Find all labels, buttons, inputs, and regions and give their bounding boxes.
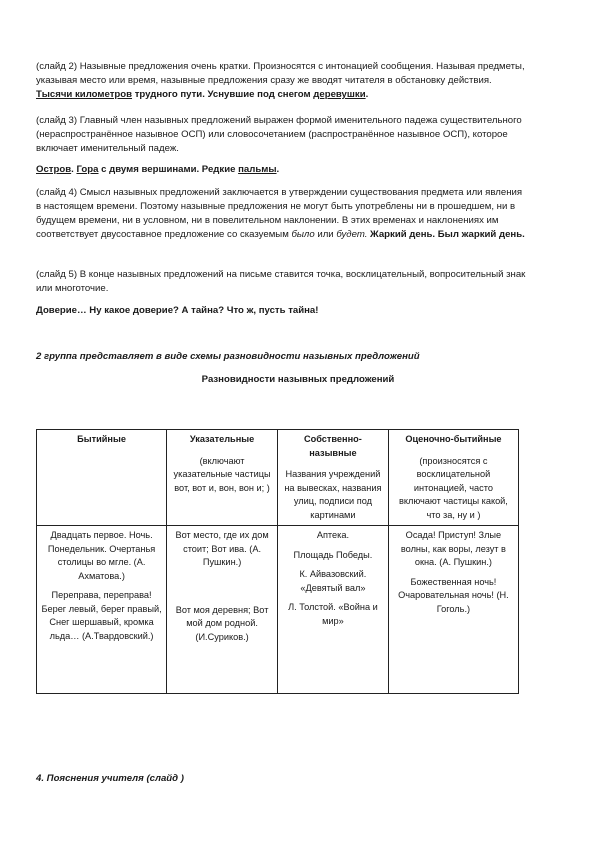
kinds-table	[36, 429, 519, 694]
header-cell: Указательные (включают указательные частицы вот, вот и, вон, вон и; )	[167, 430, 278, 526]
header-cell: Бытийные	[37, 430, 167, 526]
example-word: Тысячи километров	[36, 89, 133, 100]
example-dialogue: Доверие… Ну какое доверие? А тайна? Что ж, пусть тайна!	[36, 305, 319, 316]
example-sentences: Остров. Гора с двумя вершинами. Редкие пальмы.	[36, 164, 280, 175]
group-2-heading: 2 группа представляет в виде схемы разновидности назывных предложений	[36, 351, 420, 362]
example-word: деревушки	[313, 89, 366, 100]
paragraph-slide-4: (слайд 4) Смысл назывных предложений заключается в утверждении существования предмета или явления в настоящем времени. Поэтому назывные предложения не могут быть употреблены ни в прошедшем, ни в будущем времени, ни в условном, ни в повелительном наклонении. В этих временах и наклонениях им соответствует двусоставное предложение со сказуемым было или будет. Жаркий день. Был жаркий день.	[36, 187, 525, 240]
header-cell: Оценочно-бытийные (произносятся с восклицательной интонацией, часто включают частицы какой, что за, ну и )	[388, 430, 518, 526]
paragraph-slide-5: (слайд 5) В конце назывных предложений на письме ставится точка, восклицательный, вопросительный знак или многоточие.	[36, 269, 526, 294]
table-title: Разновидности назывных предложений	[201, 374, 395, 385]
table-header-row	[37, 430, 519, 526]
paragraph-slide-3: (слайд 3) Главный член назывных предложений выражен формой именительного падежа существительного (нераспространённое назывное ОСП) или словосочетанием (распространённое назывное ОСП), которое включает именительный падеж.	[36, 115, 522, 154]
paragraph-slide-2: (слайд 2) Назывные предложения очень кратки. Произносятся с интонацией сообщения. Называя предметы, указывая место или время, назывные предложения сразу же вводят читателя в обстановку действия. Тысячи километров трудного пути. Уснувшие под снегом деревушки.	[36, 61, 525, 100]
table-row	[37, 526, 519, 694]
section-4-heading: 4. Пояснения учителя (слайд )	[36, 773, 184, 784]
table-cell: Осада! Приступ! Злые волны, как воры, лезут в окна. (А. Пушкин.) Божественная ночь! Очаровательная ночь! (Н. Гоголь.)	[388, 526, 518, 694]
table-cell: Вот место, где их дом стоит; Вот ива. (А. Пушкин.) Вот моя деревня; Вот мой дом родной. (И.Суриков.)	[167, 526, 278, 694]
table-cell: Аптека. Площадь Победы. К. Айвазовский. «Девятый вал» Л. Толстой. «Война и мир»	[277, 526, 388, 694]
table-cell: Двадцать первое. Ночь. Понедельник. Очертанья столицы во мгле. (А. Ахматова.) Переправа, переправа! Берег левый, берег правый, Снег шершавый, кромка льда… (А.Твардовский.)	[37, 526, 167, 694]
header-cell: Собственно-назывные Названия учреждений на вывесках, названия улиц, подписи под картинами	[277, 430, 388, 526]
